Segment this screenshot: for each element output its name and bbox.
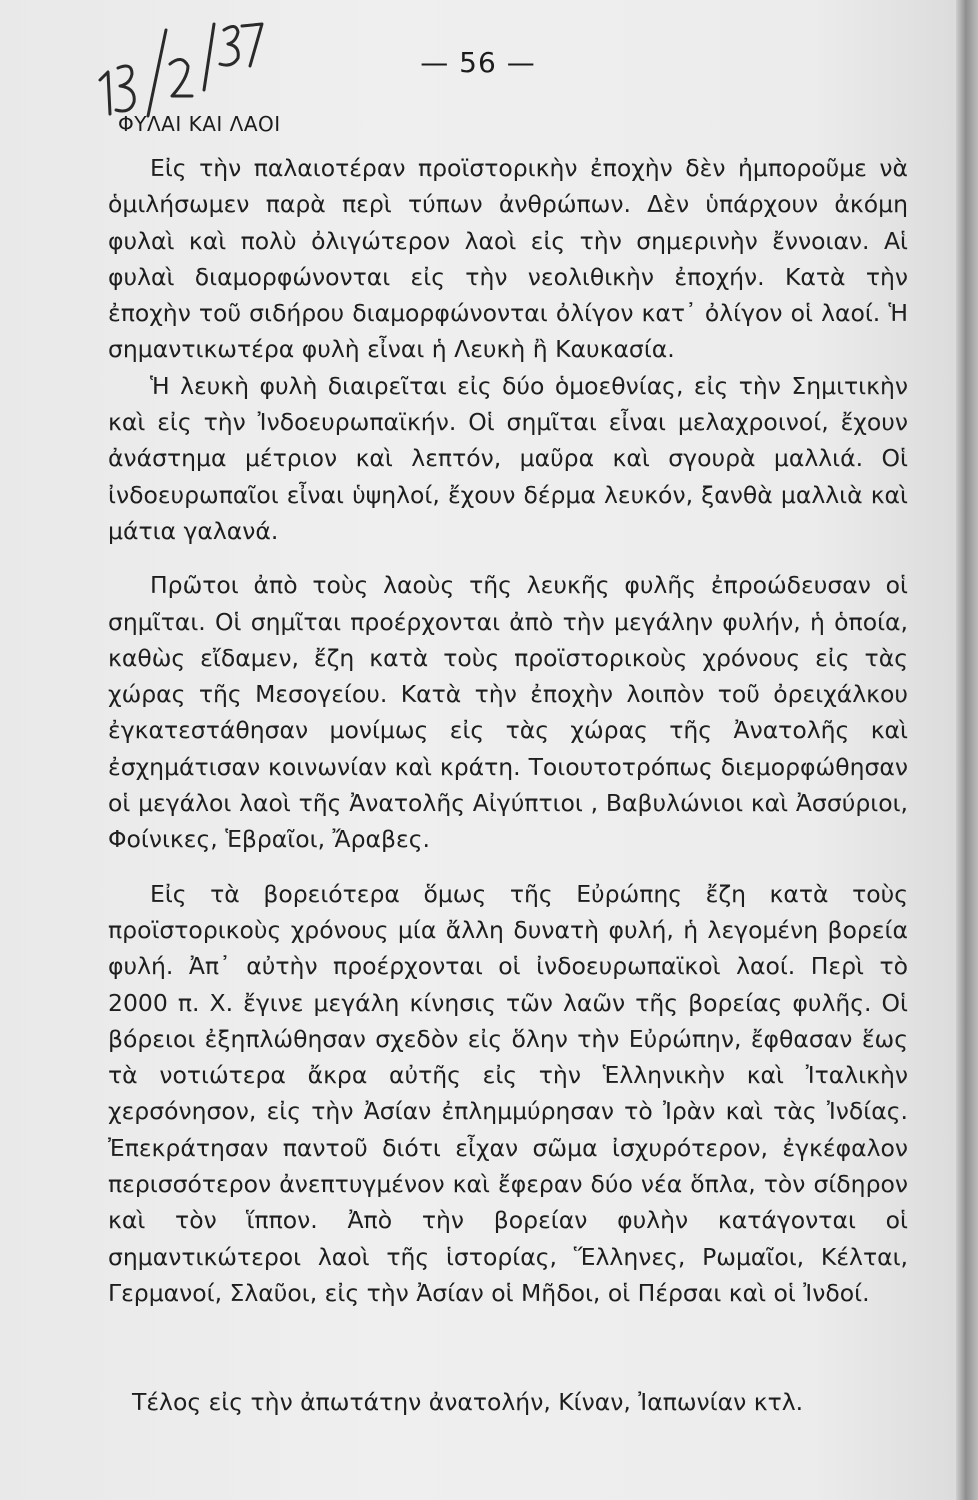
paragraph-1: Εἰς τὴν παλαιοτέραν προϊστορικὴν ἐποχὴν δὲν ἠμποροῦμε νὰ ὁμιλήσωμεν παρὰ περὶ τύπων ἀνθρώπων. Δὲν ὑπάρχουν ἀκόμη φυλαὶ καὶ πολὺ ὀλιγώτερον λαοὶ εἰς τὴν σημερινὴν ἔννοιαν. Αἱ φυλαὶ διαμορφώνονται εἰς τὴν νεολιθικὴν ἐποχήν. Κατὰ τὴν ἐποχὴν τοῦ σιδήρου διαμορφώνονται ὀλίγον κατ᾽ ὀλίγον οἱ λαοί. Ἡ σημαντικωτέρα φυλὴ εἶναι ἡ Λευκὴ ἢ Καυκασία. [108,154,908,364]
page-edge-shadow [956,0,978,1500]
page-number: — 56 — [420,46,536,79]
paragraph-3: Πρῶτοι ἀπὸ τοὺς λαοὺς τῆς λευκῆς φυλῆς ἐπροώδευσαν οἱ σημῖται. Οἱ σημῖται προέρχονται ἀπὸ τὴν μεγάλην φυλήν, ἡ ὁποία, καθὼς εἴδαμεν, ἔζη κατὰ τοὺς προϊστορικοὺς χρόνους εἰς τὰς χώρας τῆς Μεσογείου. Κατὰ τὴν ἐποχὴν λοιπὸν τοῦ ὀρειχάλκου ἐγκατεστάθησαν μονίμως εἰς τὰς χώρας τῆς Ἀνατολῆς καὶ ἐσχημάτισαν κοινωνίαν καὶ κράτη. Τοιουτοτρόπως διεμορφώθησαν οἱ μεγάλοι λαοὶ τῆς Ἀνατολῆς Αἰγύπτιοι , Βαβυλώνιοι καὶ Ἀσσύριοι, Φοίνικες, Ἑβραῖοι, Ἄραβες. [108,571,908,854]
last-line: Τέλος εἰς τὴν ἀπωτάτην ἀνατολήν, Κίναν, Ἰαπωνίαν κτλ. [132,1388,804,1416]
section-title: ΦΥΛΑΙ ΚΑΙ ΛΑΟΙ [118,112,281,136]
paragraph-2: Ἡ λευκὴ φυλὴ διαιρεῖται εἰς δύο ὁμοεθνίας, εἰς τὴν Σημιτικὴν καὶ εἰς τὴν Ἰνδοευρωπαϊκήν. Οἱ σημῖται εἶναι μελαχροινοί, ἔχουν ἀνάστημα μέτριον καὶ λεπτόν, μαῦρα καὶ σγουρὰ μαλλιά. Οἱ ἰνδοευρωπαῖοι εἶναι ὑψηλοί, ἔχουν δέρμα λευκόν, ξανθὰ μαλλιὰ καὶ μάτια γαλανά. [108,371,908,545]
body-text [108,150,908,1311]
paragraph-4: Εἰς τὰ βορειότερα ὅμως τῆς Εὐρώπης ἔζη κατὰ τοὺς προϊστορικοὺς χρόνους μία ἄλλη δυνατὴ φυλή, ἡ λεγομένη βορεία φυλή. Ἀπ᾽ αὐτὴν προέρχονται οἱ ἰνδοευρωπαϊκοὶ λαοί. Περὶ τὸ 2000 π. Χ. ἔγινε μεγάλη κίνησις τῶν λαῶν τῆς βορείας φυλῆς. Οἱ βόρειοι ἐξηπλώθησαν σχεδὸν εἰς ὅλην τὴν Εὐρώπην, ἔφθασαν ἕως τὰ νοτιώτερα ἄκρα αὐτῆς εἰς τὴν Ἑλληνικὴν καὶ Ἰταλικὴν χερσόνησον, εἰς τὴν Ἀσίαν ἐπλημμύρησαν τὸ Ἰρὰν καὶ τὰς Ἰνδίας. Ἐπεκράτησαν παντοῦ διότι εἶχαν σῶμα ἰσχυρότερον, ἐγκέφαλον περισσότερον ἀνεπτυγμένον καὶ ἔφεραν δύο νέα ὅπλα, τὸν σίδηρον καὶ τὸν ἵππον. Ἀπὸ τὴν βορείαν φυλὴν κατάγονται οἱ σημαντικώτεροι λαοὶ τῆς ἱστορίας, Ἕλληνες, Ρωμαῖοι, Κέλται, Γερμανοί, Σλαῦοι, εἰς τὴν Ἀσίαν οἱ Μῆδοι, οἱ Πέρσαι καὶ οἱ Ἰνδοί. [108,879,908,1307]
